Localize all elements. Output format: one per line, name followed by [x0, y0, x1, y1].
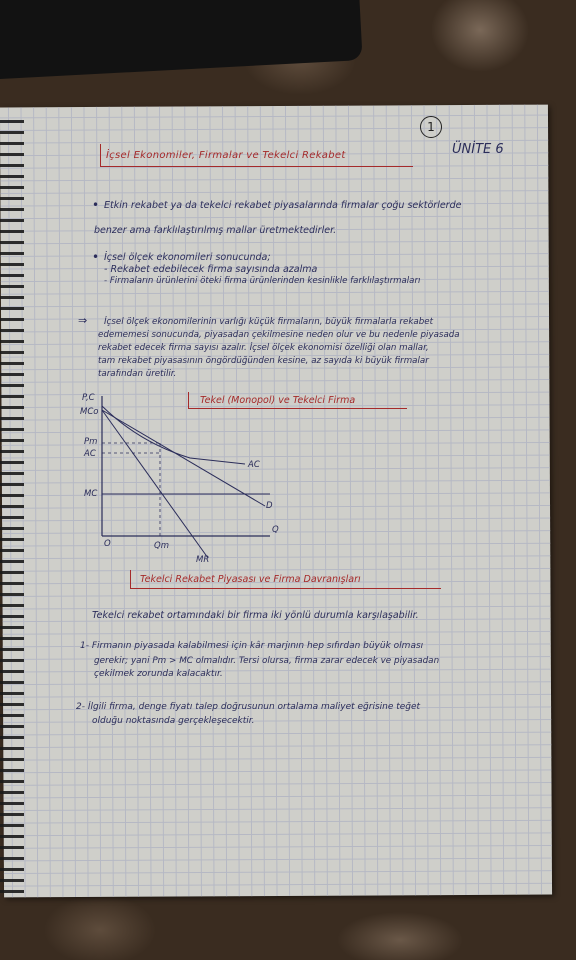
section2-intro: Tekelci rekabet ortamındaki bir firma iki yönlü durumla karşılaşabilir.: [92, 610, 419, 621]
monopoly-chart-svg: [80, 388, 300, 568]
paragraph-1-line-1: Etkin rekabet ya da tekelci rekabet piyasalarında firmalar çoğu sektörlerde: [104, 200, 462, 211]
paragraph-3-line-3: rekabet edecek firma sayısı azalır. İçsel ölçek ekonomisi özelliği olan mallar,: [98, 343, 429, 353]
mco-label: MCo: [80, 407, 99, 417]
item-1-line-1: 1- Firmanın piyasada kalabilmesi için kâr marjının hep sıfırdan büyük olması: [80, 641, 424, 651]
mr-label: MR: [196, 555, 210, 565]
page-title: İçsel Ekonomiler, Firmalar ve Tekelci Rekabet: [106, 150, 346, 161]
unit-label: ÜNİTE 6: [452, 142, 504, 157]
x-axis-label: Q: [272, 525, 279, 535]
demand-line: [102, 410, 265, 506]
paragraph-2-line-1: İçsel ölçek ekonomileri sonucunda;: [104, 252, 271, 263]
ac-axis-label: AC: [84, 449, 96, 459]
origin-label: O: [104, 539, 111, 549]
paragraph-3-line-4: tam rekabet piyasasının öngördüğünden kesine, az sayıda ki büyük firmalar: [98, 356, 429, 366]
mc-label: MC: [84, 489, 98, 499]
d-curve-label: D: [266, 501, 273, 511]
paragraph-3-line-1: İçsel ölçek ekonomilerinin varlığı küçük firmaların, büyük firmalarla rekabet: [104, 317, 434, 327]
bullet-icon: •: [92, 198, 100, 212]
monopoly-chart: [80, 388, 300, 568]
paragraph-3-line-2: edememesi sonucunda, piyasadan çekilmesine neden olur ve bu nedenle piyasada: [98, 330, 460, 340]
spiral-binding: [0, 120, 24, 900]
item-1-line-2: gerekir; yani Pm > MC olmalıdır. Tersi olursa, firma zarar edecek ve piyasadan: [94, 656, 440, 666]
item-1-line-3: çekilmek zorunda kalacaktır.: [94, 669, 223, 679]
item-2-line-1: 2- İlgili firma, denge fiyatı talep doğrusunun ortalama maliyet eğrisine teğet: [76, 702, 421, 712]
pm-label: Pm: [84, 437, 98, 447]
bullet-icon: •: [92, 250, 100, 264]
paragraph-2-line-2: - Rekabet edebilecek firma sayısında azalma: [104, 264, 318, 275]
paragraph-3-line-5: tarafından üretilir.: [98, 369, 177, 379]
page-number: 1: [420, 116, 442, 138]
section2-title: Tekelci Rekabet Piyasası ve Firma Davranışları: [140, 574, 361, 585]
paragraph-1-line-2: benzer ama farklılaştırılmış mallar üretmektedirler.: [94, 225, 337, 236]
chart-section-title: Tekel (Monopol) ve Tekelci Firma: [200, 395, 356, 406]
implies-arrow-icon: ⇒: [78, 314, 88, 327]
ac-curve: [102, 406, 245, 464]
paragraph-2-line-3: - Firmaların ürünlerini öteki firma ürünlerinden kesinlikle farklılaştırmaları: [104, 276, 421, 286]
ac-curve-label: AC: [248, 460, 260, 470]
item-2-line-2: olduğu noktasında gerçekleşecektir.: [92, 716, 255, 726]
y-axis-label: P,C: [82, 393, 95, 403]
qm-label: Qm: [154, 541, 169, 551]
